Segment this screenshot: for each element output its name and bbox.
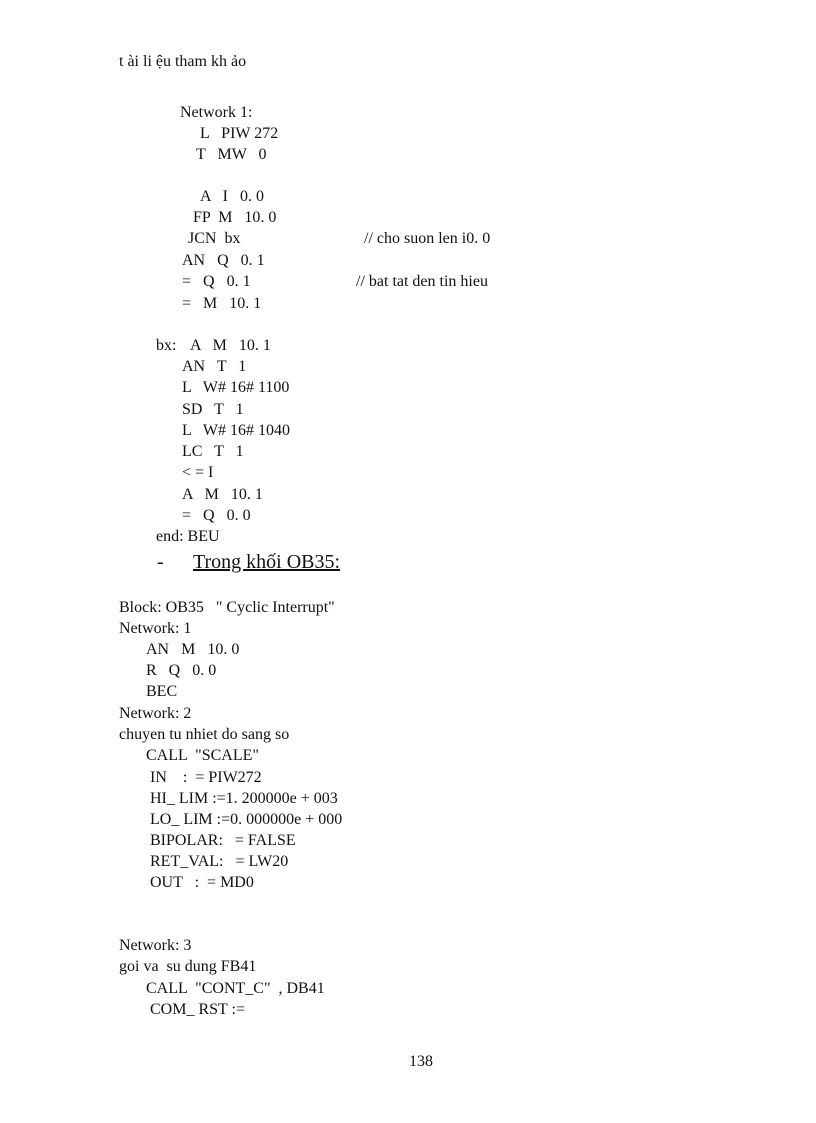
network-comment: goi va su dung FB41 — [119, 958, 257, 975]
network-1-label: Network 1: — [180, 104, 253, 121]
code-line: = Q 0. 1 — [182, 273, 251, 290]
code-line: AN Q 0. 1 — [182, 252, 265, 269]
code-line: CALL "SCALE" — [146, 747, 259, 764]
code-param: IN : = PIW272 — [150, 769, 262, 786]
code-line: = M 10. 1 — [182, 295, 262, 312]
code-line: A M 10. 1 — [190, 337, 271, 354]
code-line: end: BEU — [156, 528, 220, 545]
code-comment: // bat tat den tin hieu — [356, 273, 488, 290]
network-label: Network: 2 — [119, 705, 192, 722]
code-param: RET_VAL: = LW20 — [150, 853, 289, 870]
code-param: LO_ LIM :=0. 000000e + 000 — [150, 811, 343, 828]
network-label: Network: 3 — [119, 937, 192, 954]
code-line: T MW 0 — [196, 146, 267, 163]
code-line: LC T 1 — [182, 443, 244, 460]
code-line: A I 0. 0 — [200, 188, 264, 205]
network-comment: chuyen tu nhiet do sang so — [119, 726, 290, 743]
code-line: = Q 0. 0 — [182, 507, 251, 524]
code-line: AN M 10. 0 — [146, 641, 240, 658]
section-heading — [157, 550, 417, 574]
header-text: t ài li ệu tham kh ảo — [119, 53, 247, 70]
code-param: OUT : = MD0 — [150, 874, 254, 891]
page-number: 138 — [409, 1053, 433, 1070]
code-line: FP M 10. 0 — [193, 209, 277, 226]
code-line: L W# 16# 1100 — [182, 379, 290, 396]
code-label: bx: — [156, 337, 177, 354]
code-param: HI_ LIM :=1. 200000e + 003 — [150, 790, 338, 807]
code-line: R Q 0. 0 — [146, 662, 217, 679]
code-comment: // cho suon len i0. 0 — [364, 230, 491, 247]
code-param: COM_ RST := — [150, 1001, 245, 1018]
code-line: JCN bx — [188, 230, 241, 247]
section-title: Trong khối OB35: — [193, 551, 341, 573]
code-param: BIPOLAR: = FALSE — [150, 832, 296, 849]
code-line: CALL "CONT_C" , DB41 — [146, 980, 325, 997]
network-label: Network: 1 — [119, 620, 192, 637]
code-line: L PIW 272 — [200, 125, 279, 142]
code-line: BEC — [146, 683, 178, 700]
code-line: SD T 1 — [182, 401, 244, 418]
code-line: < = I — [182, 464, 214, 481]
code-line: A M 10. 1 — [182, 486, 263, 503]
bullet-dash: - — [157, 551, 164, 573]
code-line: AN T 1 — [182, 358, 247, 375]
code-line: L W# 16# 1040 — [182, 422, 290, 439]
block-header: Block: OB35 " Cyclic Interrupt" — [119, 599, 335, 616]
